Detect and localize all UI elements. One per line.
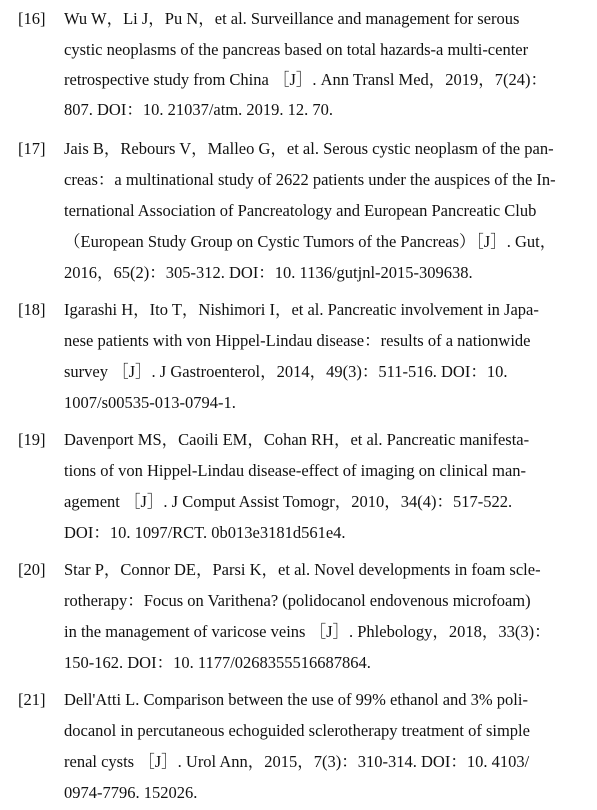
reference-line: Jais B，Rebours V，Malleo G，et al. Serous cystic neoplasm of the pan- (64, 139, 554, 158)
reference-line: cystic neoplasms of the pancreas based on total hazards-a multi-center (64, 40, 529, 59)
reference-number: [19] (18, 430, 46, 449)
reference-line: （European Study Group on Cystic Tumors of the Pancreas）［J］. Gut， (64, 232, 557, 251)
reference-line: 0974-7796. 152026. (64, 783, 198, 802)
reference-number: [16] (18, 9, 46, 28)
reference-line: Wu W，Li J，Pu N，et al. Surveillance and management for serous (64, 9, 520, 28)
reference-number: [21] (18, 690, 46, 709)
reference-line: Star P，Connor DE，Parsi K，et al. Novel developments in foam scle- (64, 560, 541, 579)
reference-line: 150-162. DOI：10. 1177/0268355516687864. (64, 653, 371, 672)
reference-number: [17] (18, 139, 46, 158)
reference-line: docanol in percutaneous echoguided sclerotherapy treatment of simple (64, 721, 530, 740)
reference-line: ternational Association of Pancreatology and European Pancreatic Club (64, 201, 537, 220)
reference-line: in the management of varicose veins ［J］. Phlebology，2018，33(3)： (64, 622, 551, 641)
reference-line: nese patients with von Hippel-Lindau disease：results of a nationwide (64, 331, 531, 350)
reference-line: 2016，65(2)：305-312. DOI：10. 1136/gutjnl-2015-309638. (64, 263, 473, 282)
reference-number: [18] (18, 300, 46, 319)
reference-line: tions of von Hippel-Lindau disease-effect of imaging on clinical man- (64, 461, 527, 480)
reference-line: agement ［J］. J Comput Assist Tomogr，2010，34(4)：517-522. (64, 492, 513, 511)
reference-line: Igarashi H，Ito T，Nishimori I，et al. Pancreatic involvement in Japa- (64, 300, 539, 319)
reference-line: renal cysts ［J］. Urol Ann，2015，7(3)：310-314. DOI：10. 4103/ (64, 752, 530, 771)
reference-line: retrospective study from China ［J］. Ann Transl Med，2019，7(24)： (64, 70, 548, 89)
reference-line: rotherapy：Focus on Varithena? (polidocanol endovenous microfoam) (64, 591, 531, 610)
reference-line: DOI：10. 1097/RCT. 0b013e3181d561e4. (64, 523, 346, 542)
reference-line: Davenport MS，Caoili EM，Cohan RH，et al. Pancreatic manifesta- (64, 430, 530, 449)
reference-number: [20] (18, 560, 46, 579)
reference-line: creas：a multinational study of 2622 patients under the auspices of the In- (64, 170, 556, 189)
reference-line: survey ［J］. J Gastroenterol，2014，49(3)：511-516. DOI：10. (64, 362, 508, 381)
reference-line: 807. DOI：10. 21037/atm. 2019. 12. 70. (64, 100, 334, 119)
reference-line: Dell'Atti L. Comparison between the use of 99% ethanol and 3% poli- (64, 690, 528, 709)
reference-line: 1007/s00535-013-0794-1. (64, 393, 236, 412)
